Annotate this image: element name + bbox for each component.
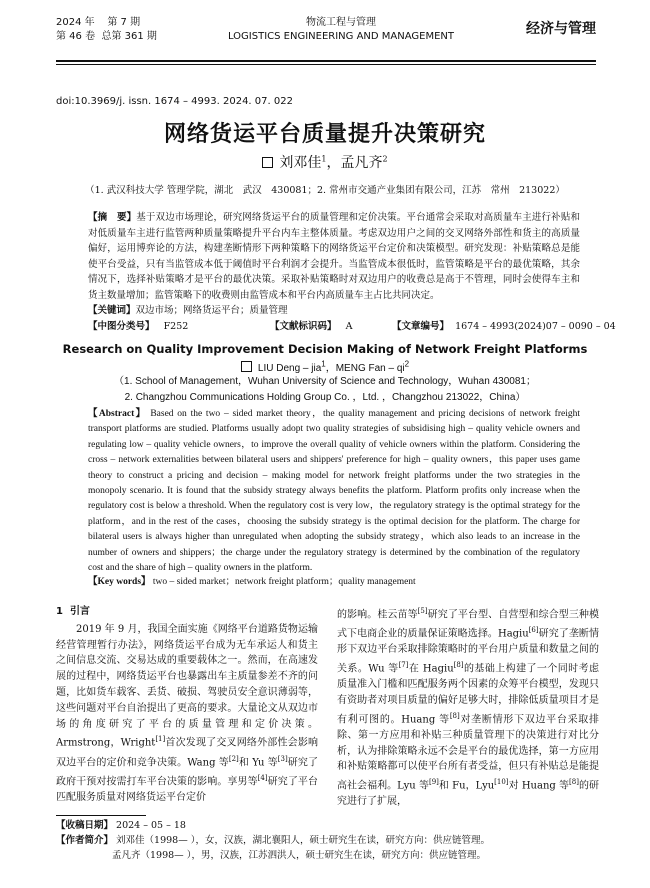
abstract-cn (88, 210, 580, 304)
affiliation-en-line-2: 2. Changzhou Communications Holding Group Co. ，Ltd. ，Changzhou 213022，China） (124, 392, 526, 403)
affiliation-en-line-1: （1. School of Management，Wuhan University of Science and Technology，Wuhan 430081； (114, 376, 536, 387)
square-icon (241, 361, 252, 372)
text-run: 研究了平台型、自营型和综合型三种模式下电商企业的质量保证策略选择。Hagiu (337, 609, 600, 640)
journal-name-en: LOGISTICS ENGINEERING AND MANAGEMENT (227, 31, 455, 42)
author-2: 孟凡齐 (340, 155, 383, 171)
section-number: 1 (56, 606, 63, 617)
square-icon (262, 157, 273, 168)
header-rule (56, 60, 596, 62)
text-run: 首次发现了交叉网络外部性会影响双边平台的定价和竞争决策。Wang 等 (56, 737, 319, 768)
received-label: 【收稿日期】 (56, 820, 114, 831)
text-run: 对 Huang 等 (508, 780, 570, 792)
citation: [5] (417, 607, 428, 615)
author-bio-2: 孟凡齐（1998— ），男，汉族，江苏泗洪人，硕士研究生在读，研究方向：供应链管理。 (112, 850, 486, 861)
article-title-cn: 网络货运平台质量提升决策研究 (163, 121, 486, 147)
abstract-text: 基于双边市场理论，研究网络货运平台的质量管理和定价决策。平台通常会采取对高质量车主进行补贴和对低质量车主进行监管两种质量策略提升平台内车主整体质量。考虑双边用户之间的交叉网络外部性和货主的高质量偏好，运用博弈论的方法，构建垄断情形下两种策略下的网络货运平台定价和决策模型。研究发现：补贴策略总是能使平台受益，只有当监管成本低于阈值时平台利润才会提升。当监管成本很低时，监管策略是平台的最优策略，其余情况下，选择补贴策略才是平台的最优决策。采取补贴策略时对双边用户的收费总是高于不管理，同时会使得车主和货主数量增加；监管策略下的收费则由监管成本和平台内高质量车主占比共同决定。 (88, 212, 580, 301)
citation: [2] (228, 754, 239, 763)
paragraph (56, 622, 318, 806)
text-run: 对垄断情形下双边平台采取排除、第一方应用和补贴三种质量管理下的决策进行对比分析，认为排除策略永远不会是平台的最优选择，第一方应用和补贴策略都可以使平台所有者受益，但只有补贴总是能提高社会福利。Lyu 等 (337, 714, 599, 792)
citation: [8] (449, 711, 460, 720)
author-separator-en: ， (325, 363, 336, 374)
citation: [4] (257, 773, 268, 782)
citation: [8] (569, 778, 579, 787)
citation: [1] (155, 735, 166, 744)
doi: doi:10.3969/j. issn. 1674 – 4993. 2024. 07. 022 (56, 96, 293, 107)
article-number-label: 【文章编号】 (392, 321, 450, 332)
citation: [10] (494, 778, 509, 787)
bio-label: 【作者简介】 (56, 835, 114, 846)
volume: 第 46 卷 (56, 31, 96, 42)
abstract-label: 【摘 要】 (88, 212, 137, 223)
author-1-affil: 1 (321, 154, 327, 164)
text-run: 研究了政府干预对按需打车平台决策的影响。享男等 (56, 756, 318, 787)
section-heading (56, 604, 318, 620)
paragraph (337, 604, 599, 810)
author-2-en: MENG Fan – qi (335, 363, 405, 374)
author-2-en-affil: 2 (404, 359, 410, 369)
text-run: 和 Yu 等 (238, 756, 278, 768)
citation: [3] (277, 754, 288, 763)
received-date (56, 818, 596, 833)
journal-name (196, 16, 486, 44)
keywords-cn (88, 302, 580, 316)
body-column-right (337, 604, 599, 810)
affiliations-cn: （1. 武汉科技大学 管理学院，湖北 武汉 430081；2. 常州市交通产业集团有限公司，江苏 常州 213022） (85, 185, 565, 196)
section-name: 经济与管理 (526, 21, 596, 37)
header-rule-thin (56, 64, 596, 65)
clc-label: 【中图分类号】 (88, 321, 155, 332)
text-run: 的基础上构建了一个同时考虑质量准入门槛和匹配服务两个因素的众筹平台模型，发现只有资助者对项目质量的偏好足够大时，排除低质量项目才是有利可图的。Huang 等 (337, 663, 599, 726)
article-number-value: 1674 – 4993(2024)07 – 0090 – 04 (455, 321, 616, 332)
article-title-en: Research on Quality Improvement Decision Making of Network Freight Platforms (62, 342, 588, 356)
issue-info (56, 16, 157, 44)
keywords-en-label: 【Key words】 (88, 577, 151, 587)
section-title: 引言 (69, 606, 90, 617)
text-run: 研究了平台匹配服务质量对网络货运平台定价 (56, 775, 319, 803)
keywords-en-text: two – sided market；network freight platform；quality management (152, 577, 416, 587)
citation: [6] (528, 626, 539, 635)
author-separator: ， (326, 155, 341, 171)
citation: [9] (428, 778, 439, 787)
author-1: 刘邓佳 (279, 155, 322, 171)
text-run: 的影响。桂云苗等 (337, 609, 418, 621)
keywords-text: 双边市场；网络货运平台；质量管理 (135, 305, 288, 316)
affiliations-en (0, 374, 650, 406)
clc-number (88, 318, 188, 332)
year: 2024 年 (56, 17, 95, 28)
bio-1: 刘邓佳（1998— ），女，汉族，湖北襄阳人，硕士研究生在读，研究方向：供应链管理。 (116, 835, 490, 846)
total-issue: 总第 361 期 (101, 31, 157, 42)
abstract-en (88, 407, 580, 576)
authors-en (0, 359, 650, 374)
page-header (56, 16, 596, 62)
doc-label: 【文献标识码】 (270, 321, 337, 332)
abstract-en-text: Based on the two – sided market theory，the quality management and pricing decisions of network freight transport platforms are studied. Platforms usually adopt two quality strategies of subsidising high – quality vehicle owners and regulating low – quality vehicle owners，to improve the overall quality of vehicle owners within the platform. Considering the cross – network externalities between bilateral users and shippers' preference for high – quality owners，this paper uses game theory to construct a pricing and decision – making model for network freight platforms under the two strategies in the monopoly scenario. It is found that the subsidy strategy always benefits the platform. Platform profits only increase when the regulatory cost is below a threshold. When the regulatory cost is very low，the regulatory strategy is the optimal strategy for the platform，and in the rest of the cases，choosing the subsidy strategy is the optimal decision for the platform. The charge for bilateral users is always higher than unregulated when adopting the subsidy strategy，which also leads to an increase in the number of owners and shippers；the charge under the regulatory strategy is determined by the combination of the regulatory cost and the share of high – quality owners in the platform. (88, 409, 580, 574)
citation: [7] (398, 661, 409, 670)
keywords-label: 【关键词】 (88, 305, 136, 316)
doc-value: A (345, 321, 353, 332)
text-run: 和 Fu，Lyu (438, 780, 495, 792)
author-1-en: LIU Deng – jia (257, 363, 322, 374)
doc-code (270, 318, 352, 332)
body-column-left (56, 604, 318, 806)
footnote-rule (56, 815, 146, 816)
text-run: 在 Hagiu (408, 663, 454, 675)
citation: [8] (453, 661, 464, 670)
text-run: 2019 年 9 月，我国全面实施《网络平台道路货物运输经营管理暂行办法》，网络货运平台成为无车承运人和货主之间信息交流、交易达成的重要载体之一。然而，在高速发展的过程中，网络货运平台也暴露出车主质量参差不齐的问题，比如货车载客、丢货、破损、驾驶员安全意识薄弱等，这些问题对平台自治提出了更高的要求。大量论文从双边市场的角度研究了平台的质量管理和定价决策。Armstrong，Wright (56, 623, 318, 749)
journal-name-cn: 物流工程与管理 (306, 17, 376, 28)
article-number (392, 318, 616, 332)
footnote (56, 818, 596, 863)
text-run: 研究了垄断情形下双边平台采取排除策略时的平台用户质量和数量之间的关系。Wu 等 (337, 628, 599, 675)
text-run: 的研究进行了扩展， (337, 780, 600, 808)
keywords-en (88, 573, 580, 587)
abstract-en-label: 【Abstract】 (88, 409, 147, 419)
author-1-en-affil: 1 (321, 359, 326, 369)
clc-value: F252 (163, 321, 189, 332)
issue: 第 7 期 (107, 17, 141, 28)
authors-cn (0, 152, 650, 172)
received-value: 2024 – 05 – 18 (116, 820, 186, 831)
author-2-affil: 2 (382, 154, 388, 164)
author-bio (56, 833, 596, 848)
